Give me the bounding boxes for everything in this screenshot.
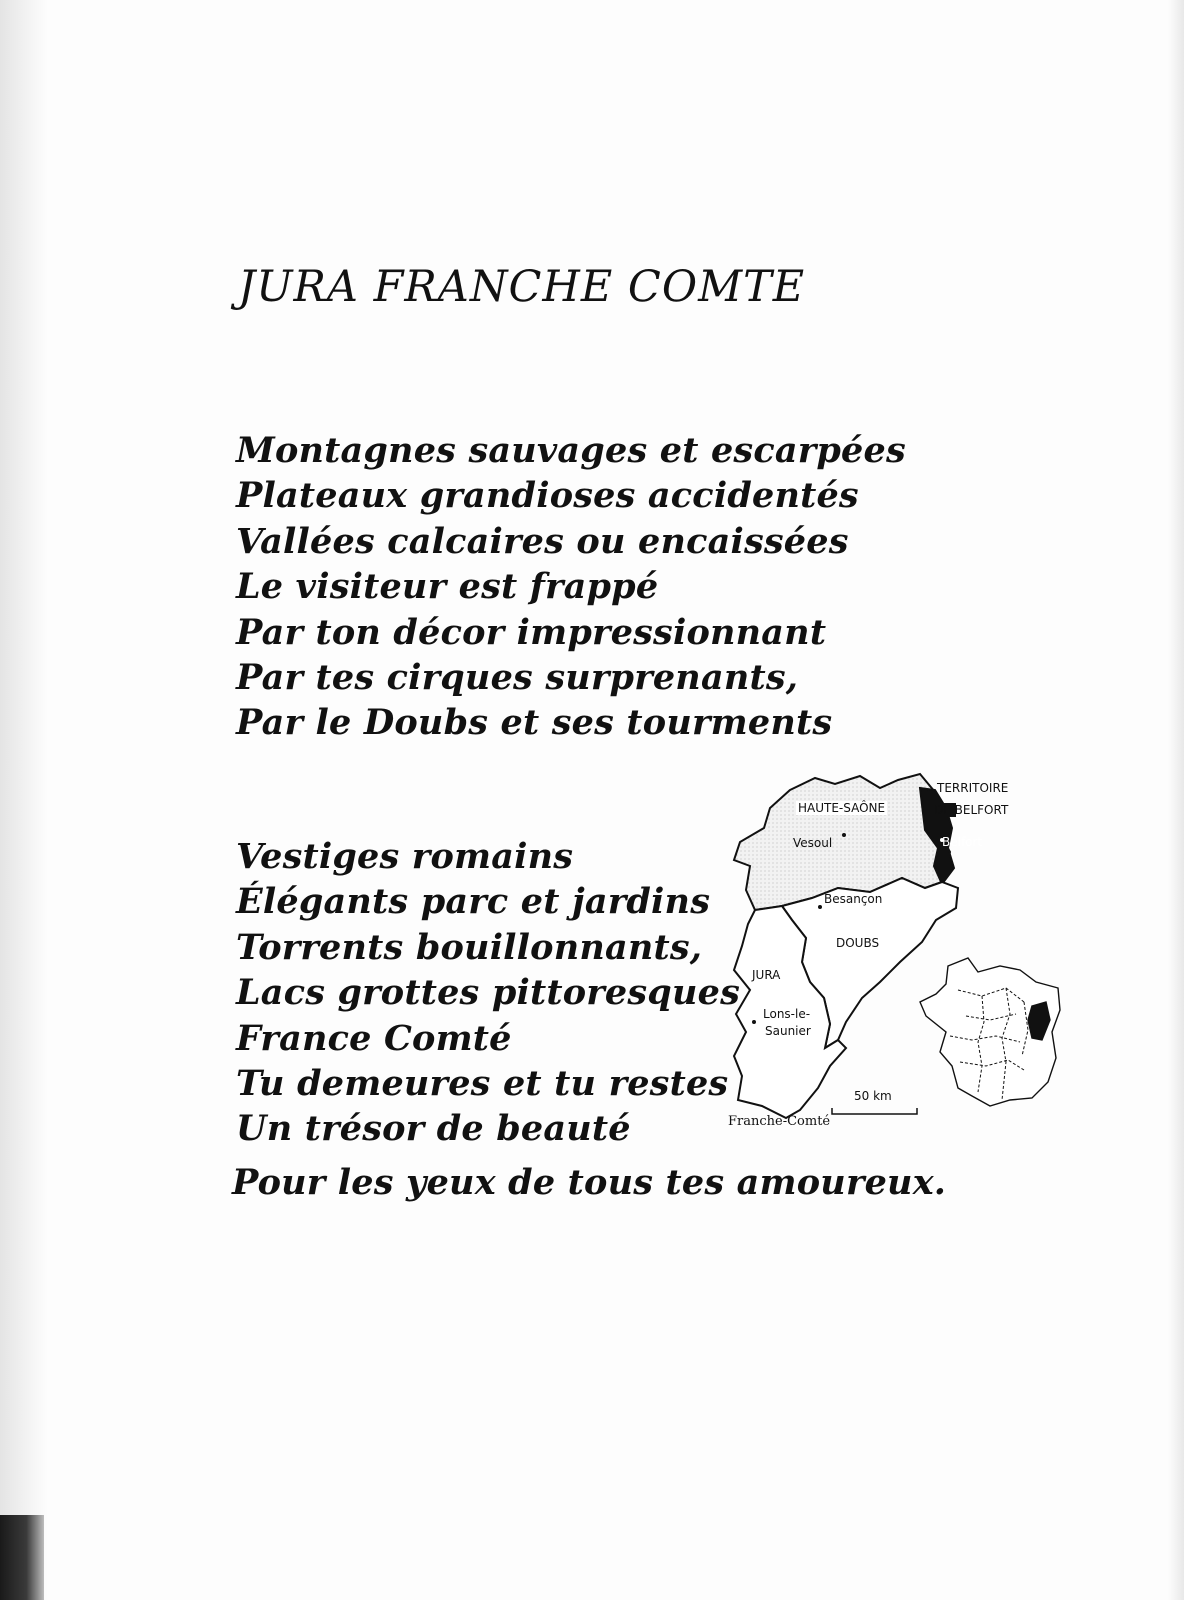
poem-line: Plateaux grandioses accidentés — [236, 475, 859, 517]
stanza-1 — [236, 428, 906, 746]
map-label-haute-saone: HAUTE-SAÔNE — [798, 801, 886, 815]
map-scale-label: 50 km — [854, 1089, 892, 1103]
stanza-2 — [236, 834, 740, 1152]
poem-line: Montagnes sauvages et escarpées — [236, 430, 906, 471]
map-label-belfort: Belfort — [942, 835, 983, 849]
scale-bar — [832, 1108, 917, 1114]
map-label-de-belfort-text: DE BELFORT — [934, 803, 1009, 817]
map-caption: Franche-Comté — [728, 1114, 831, 1129]
closing-line: Pour les yeux de tous tes amoureux. — [232, 1162, 947, 1203]
poem-line: Tu demeures et tu restes — [236, 1063, 729, 1105]
poem-line: Vallées calcaires ou encaissées — [236, 520, 849, 562]
poem-line: Le visiteur est frappé — [236, 566, 659, 608]
map-label-de-belfort — [934, 803, 1008, 817]
besancon-dot — [818, 905, 822, 909]
map-label-lons-2: Saunier — [765, 1024, 811, 1038]
map-label-lons-1: Lons-le- — [763, 1007, 811, 1021]
poem-line: Élégants parc et jardins — [236, 881, 711, 923]
lons-dot — [752, 1020, 756, 1024]
poem-line: Par le Doubs et ses tourments — [236, 702, 833, 744]
poem-line: Par tes cirques surprenants, — [236, 657, 799, 699]
map-label-jura: JURA — [752, 968, 781, 982]
map-label-territoire: TERRITOIRE — [937, 781, 1009, 795]
map-label-vesoul: Vesoul — [793, 836, 833, 850]
poem-line: Lacs grottes pittoresques — [236, 972, 740, 1014]
franche-comte-map — [720, 770, 1070, 1160]
map-label-doubs: DOUBS — [836, 936, 880, 950]
map-label-besancon: Besançon — [824, 892, 883, 906]
scan-edge-right — [1168, 0, 1184, 1600]
scan-edge-left — [0, 0, 48, 1600]
region-map-graphic — [720, 770, 1070, 1160]
france-inset-map — [920, 958, 1060, 1106]
poem-line: Par ton décor impressionnant — [236, 611, 827, 653]
poem-line: Torrents bouillonnants, — [236, 926, 703, 968]
vesoul-dot — [842, 833, 846, 837]
poem-title: JURA FRANCHE COMTE — [238, 262, 806, 312]
poem-line: Un trésor de beauté — [236, 1108, 631, 1150]
scan-shadow — [0, 1515, 44, 1600]
poem-line: Vestiges romains — [236, 836, 574, 877]
poem-line: France Comté — [236, 1017, 512, 1059]
